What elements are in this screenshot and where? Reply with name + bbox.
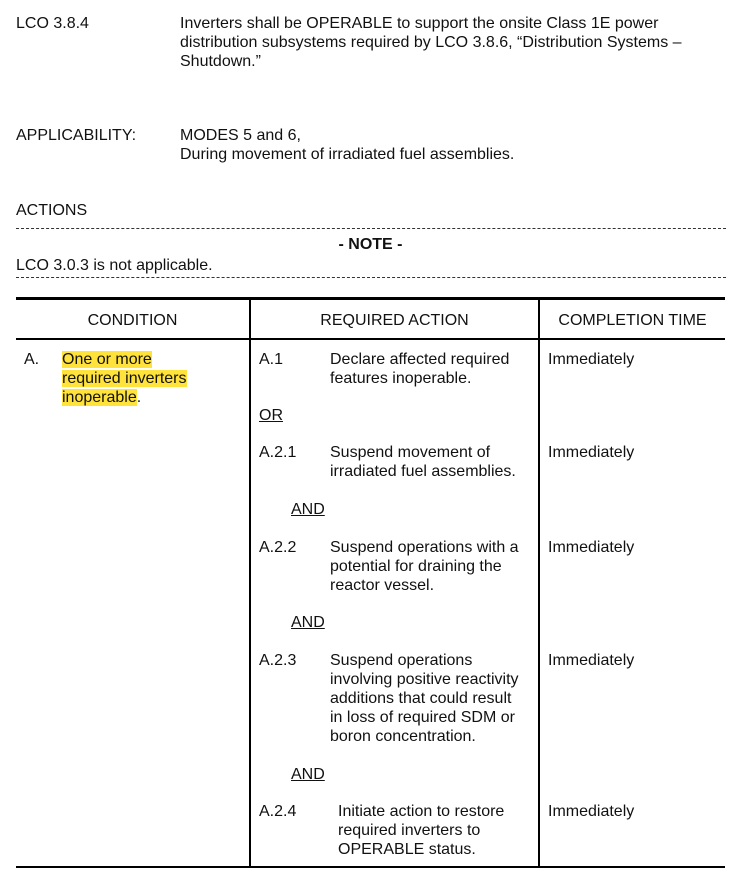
lco-text-line-3: Shutdown.” — [180, 53, 261, 70]
action-a23-id: A.2.3 — [259, 652, 297, 669]
applicability-line-2: During movement of irradiated fuel assemblies. — [180, 146, 515, 163]
action-a22-line-3: reactor vessel. — [330, 577, 435, 594]
table-bottom-border — [16, 866, 725, 868]
table-col-divider-2 — [538, 299, 540, 867]
header-completion-time: COMPLETION TIME — [558, 312, 707, 329]
lco-text-line-1: Inverters shall be OPERABLE to support the onsite Class 1E power — [180, 15, 659, 32]
action-a23-line-5: boron concentration. — [330, 728, 476, 745]
action-a21-time: Immediately — [548, 444, 635, 461]
lco-text-line-2: distribution subsystems required by LCO 3.8.6, “Distribution Systems – — [180, 34, 682, 51]
action-a23-line-1: Suspend operations — [330, 652, 473, 669]
connector-or: OR — [259, 407, 283, 424]
action-a1-line-2: features inoperable. — [330, 370, 472, 387]
action-a24-id: A.2.4 — [259, 803, 297, 820]
action-a21-line-1: Suspend movement of — [330, 444, 491, 461]
action-a21-line-2: irradiated fuel assemblies. — [330, 463, 516, 480]
condition-line-2: required inverters — [62, 370, 187, 387]
connector-and-3: AND — [291, 766, 325, 783]
action-a23-line-4: in loss of required SDM or — [330, 709, 515, 726]
note-title: - NOTE - — [338, 236, 403, 253]
note-top-divider — [16, 228, 726, 229]
action-a23-line-2: involving positive reactivity — [330, 671, 519, 688]
action-a22-id: A.2.2 — [259, 539, 297, 556]
connector-and-1: AND — [291, 501, 325, 518]
applicability-line-1: MODES 5 and 6, — [180, 127, 301, 144]
action-a23-time: Immediately — [548, 652, 635, 669]
table-col-divider-1 — [249, 299, 251, 867]
note-text: LCO 3.0.3 is not applicable. — [16, 257, 213, 274]
action-a24-time: Immediately — [548, 803, 635, 820]
note-bottom-divider — [16, 277, 726, 278]
header-condition: CONDITION — [87, 312, 178, 329]
lco-label: LCO 3.8.4 — [16, 15, 89, 32]
condition-id: A. — [24, 351, 40, 368]
action-a24-line-1: Initiate action to restore — [338, 803, 505, 820]
action-a24-line-2: required inverters to — [338, 822, 481, 839]
action-a21-id: A.2.1 — [259, 444, 297, 461]
condition-line-3: inoperable. — [62, 389, 142, 406]
action-a1-line-1: Declare affected required — [330, 351, 510, 368]
condition-line-1: One or more — [62, 351, 152, 368]
table-top-border — [16, 297, 725, 300]
action-a22-line-1: Suspend operations with a — [330, 539, 519, 556]
header-required-action: REQUIRED ACTION — [320, 312, 469, 329]
table-header-border — [16, 338, 725, 340]
action-a24-line-3: OPERABLE status. — [338, 841, 476, 858]
actions-heading: ACTIONS — [16, 202, 88, 219]
applicability-label: APPLICABILITY: — [16, 127, 137, 144]
action-a22-line-2: potential for draining the — [330, 558, 502, 575]
action-a1-time: Immediately — [548, 351, 635, 368]
connector-and-2: AND — [291, 614, 325, 631]
action-a23-line-3: additions that could result — [330, 690, 512, 707]
action-a1-id: A.1 — [259, 351, 284, 368]
action-a22-time: Immediately — [548, 539, 635, 556]
